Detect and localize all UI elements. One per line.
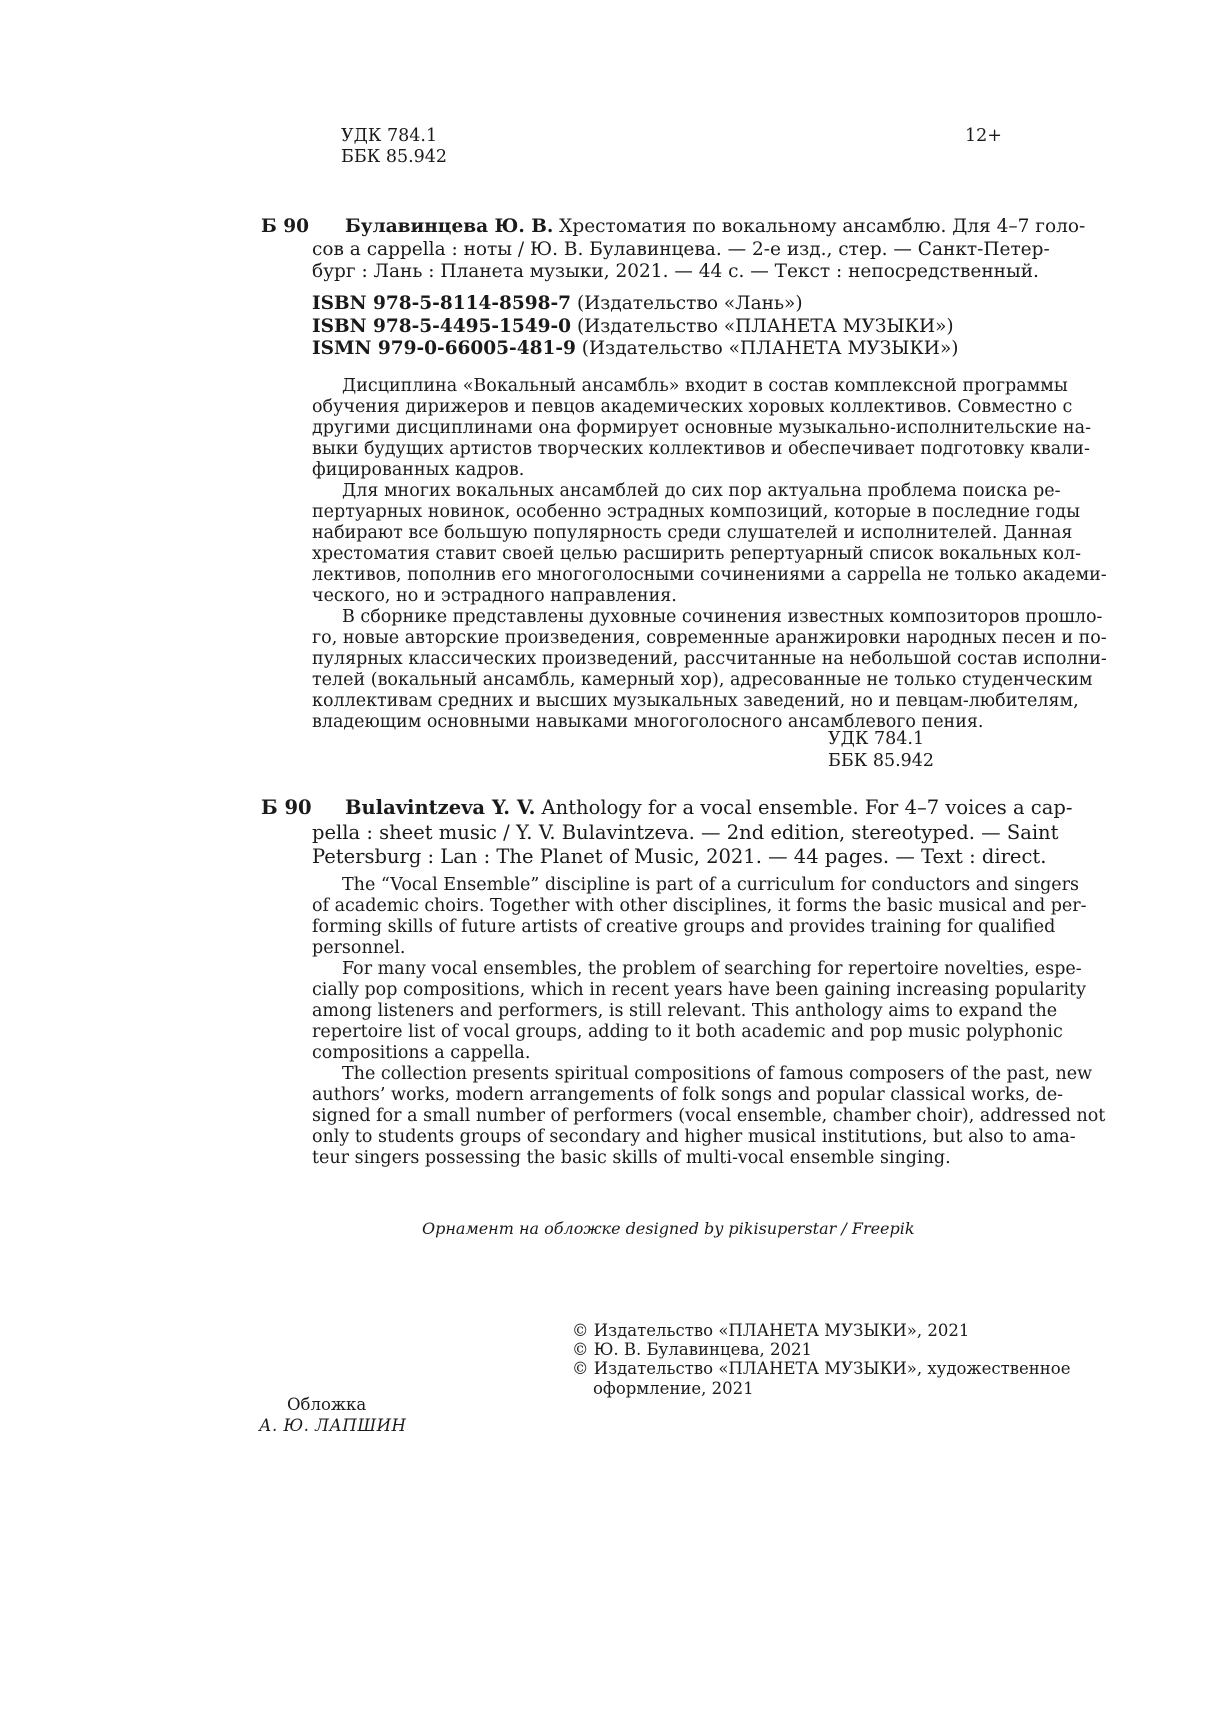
isbn-line <box>312 316 958 339</box>
copyright-line: © Издательство «ПЛАНЕТА МУЗЫКИ», художественное <box>572 1359 1071 1379</box>
copyright-line: © Ю. В. Булавинцева, 2021 <box>572 1340 812 1360</box>
age-rating: 12+ <box>965 126 1002 146</box>
en-record-line-2: pella : sheet music / Y. V. Bulavintzeva. — 2nd edition, stereotyped. — Saint <box>312 820 1059 844</box>
ru-abstract-line: фицированных кадров. <box>312 460 525 480</box>
en-abstract-line: The collection presents spiritual compositions of famous composers of the past, new <box>342 1064 1093 1084</box>
ismn-number: ISMN 979-0-66005-481-9 <box>312 338 576 360</box>
ru-abstract-line: другими дисциплинами она формирует основные музыкально-исполнительские на- <box>312 418 1092 438</box>
ru-record-title-start: Хрестоматия по вокальному ансамблю. Для 4–7 голо- <box>553 216 1086 237</box>
isbn-number: ISBN 978-5-8114-8598-7 <box>312 293 572 314</box>
en-abstract-line: repertoire list of vocal groups, adding to it both academic and pop music polyphonic <box>312 1022 1063 1042</box>
ismn-line <box>312 338 958 361</box>
en-record-title-start: Anthology for a vocal ensemble. For 4–7 voices a cap- <box>535 796 1073 819</box>
en-abstract-line: only to students groups of secondary and higher musical institutions, but also to ama- <box>312 1127 1076 1147</box>
en-record-author: Bulavintzeva Y. V. <box>345 796 536 819</box>
en-record-line-1 <box>312 796 1073 821</box>
en-abstract-line: of academic choirs. Together with other disciplines, it forms the basic musical and per- <box>312 896 1087 916</box>
ru-abstract-line: выки будущих артистов творческих коллективов и обеспечивает подготовку квали- <box>312 439 1090 459</box>
cover-label: Обложка <box>287 1395 367 1414</box>
en-abstract-line: compositions a cappella. <box>312 1043 531 1063</box>
ru-record-line-1 <box>312 216 1086 239</box>
en-record <box>312 796 1073 870</box>
ru-abstract-line: коллективам средних и высших музыкальных заведений, но и певцам-любителям, <box>312 691 1079 711</box>
ru-record-line-3: бург : Лань : Планета музыки, 2021. — 44 с. — Текст : непосредственный. <box>312 261 1039 283</box>
ru-abstract-line: Для многих вокальных ансамблей до сих пор актуальна проблема поиска ре- <box>342 481 1061 501</box>
ru-abstract-line: пулярных классических произведений, рассчитанные на небольшой состав исполни- <box>312 649 1107 669</box>
ismn-publisher: (Издательство «ПЛАНЕТА МУЗЫКИ») <box>575 338 959 360</box>
isbn-number: ISBN 978-5-4495-1549-0 <box>312 315 572 337</box>
en-record-line-3: Petersburg : Lan : The Planet of Music, 2021. — 44 pages. — Text : direct. <box>312 845 1047 869</box>
en-abstract <box>312 875 1106 1169</box>
ru-abstract-line: го, новые авторские произведения, современные аранжировки народных песен и по- <box>312 628 1107 648</box>
ru-abstract <box>312 376 1107 733</box>
header-bbk: ББК 85.942 <box>341 147 448 167</box>
en-abstract-line: For many vocal ensembles, the problem of searching for repertoire novelties, espe- <box>342 959 1082 979</box>
ru-abstract-line: Дисциплина «Вокальный ансамбль» входит в состав комплексной программы <box>342 376 1068 396</box>
en-abstract-line: personnel. <box>312 938 406 958</box>
copyright-line: © Издательство «ПЛАНЕТА МУЗЫКИ», 2021 <box>572 1321 970 1340</box>
ru-abstract-line: телей (вокальный ансамбль, камерный хор), адресованные не только студенческим <box>312 670 1093 690</box>
ru-abstract-line: пертуарных новинок, особенно эстрадных композиций, которые в последние годы <box>312 502 1081 522</box>
cover-designer: А. Ю. ЛАПШИН <box>259 1416 407 1435</box>
copyright-block <box>572 1321 1071 1398</box>
en-record-code: Б 90 <box>261 796 312 819</box>
ru-record-code: Б 90 <box>261 216 309 237</box>
en-abstract-line: The “Vocal Ensemble” discipline is part of a curriculum for conductors and singers <box>342 875 1079 895</box>
en-abstract-line: signed for a small number of performers (vocal ensemble, chamber choir), addressed not <box>312 1106 1106 1126</box>
en-abstract-line: authors’ works, modern arrangements of folk songs and popular classical works, de- <box>312 1085 1064 1105</box>
en-abstract-line: among listeners and performers, is still relevant. This anthology aims to expand the <box>312 1001 1058 1021</box>
ru-abstract-line: ческого, но и эстрадного направления. <box>312 586 677 606</box>
ru-abstract-line: хрестоматия ставит своей целью расширить репертуарный список вокальных кол- <box>312 544 1082 564</box>
ru-abstract-line: набирают все большую популярность среди слушателей и исполнителей. Данная <box>312 523 1073 543</box>
en-abstract-line: teur singers possessing the basic skills of multi-vocal ensemble singing. <box>312 1148 951 1168</box>
ru-abstract-line: обучения дирижеров и певцов академических хоровых коллективов. Совместно с <box>312 397 1073 417</box>
ru-record-line-2: сов a cappella : ноты / Ю. В. Булавинцева. — 2-е изд., стер. — Санкт-Петер- <box>312 238 1050 260</box>
en-abstract-line: forming skills of future artists of creative groups and provides training for qualified <box>312 917 1056 937</box>
copyright-line: оформление, 2021 <box>593 1378 754 1398</box>
mid-bbk: ББК 85.942 <box>828 751 935 771</box>
ru-abstract-line: владеющим основными навыками многоголосного ансамблевого пения. <box>312 712 984 732</box>
mid-udk: УДК 784.1 <box>828 729 925 749</box>
isbn-publisher: (Издательство «ПЛАНЕТА МУЗЫКИ») <box>571 315 954 337</box>
ornament-credit: Орнамент на обложке designed by pikisuperstar / Freepik <box>422 1219 915 1238</box>
isbn-publisher: (Издательство «Лань») <box>571 293 803 314</box>
isbn-block <box>312 293 958 361</box>
ru-record <box>312 216 1086 284</box>
ru-abstract-line: лективов, пополнив его многоголосными сочинениями a cappella не только академи- <box>312 565 1107 585</box>
header-udk: УДК 784.1 <box>341 126 438 146</box>
en-abstract-line: cially pop compositions, which in recent years have been gaining increasing popularity <box>312 980 1086 1000</box>
ru-abstract-line: В сборнике представлены духовные сочинения известных композиторов прошло- <box>342 607 1103 627</box>
isbn-line <box>312 293 958 316</box>
ru-record-author: Булавинцева Ю. В. <box>345 216 554 237</box>
